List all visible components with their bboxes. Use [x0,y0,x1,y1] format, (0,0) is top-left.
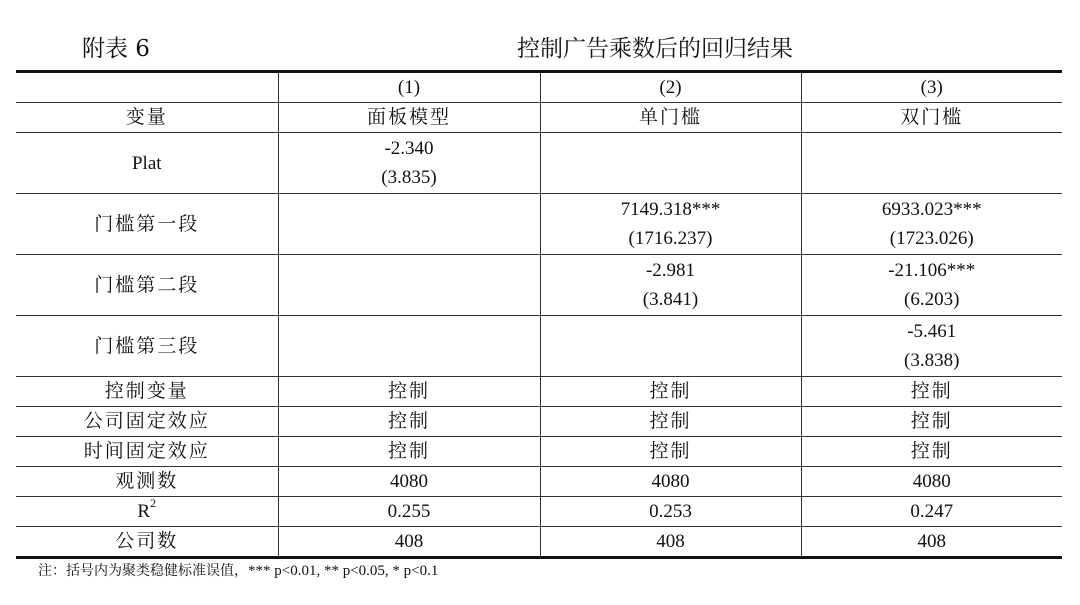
column-number-1: (1) [278,72,540,103]
row-label-firm-count: 公司数 [16,527,278,558]
column-number-row [16,72,1062,103]
table-row [16,133,1062,194]
control-row [16,407,1062,437]
variable-header: 变量 [16,103,278,133]
coef-value: -2.981 [645,260,696,281]
stats-row [16,527,1062,558]
stat-cell: 408 [278,527,540,558]
coef-cell [540,316,801,377]
model-header-double-threshold: 双门槛 [801,103,1062,133]
control-cell: 控制 [278,377,540,407]
model-header-panel: 面板模型 [278,103,540,133]
control-cell: 控制 [278,437,540,467]
stat-cell: 408 [801,527,1062,558]
table-row [16,255,1062,316]
stat-cell: 4080 [278,467,540,497]
row-label-r-squared [16,497,278,527]
control-cell: 控制 [540,377,801,407]
control-cell: 控制 [801,437,1062,467]
table-row [16,316,1062,377]
table-label: 附表 6 [82,36,150,62]
stat-cell: 0.255 [278,497,540,527]
row-label-firm-fixed-effects: 公司固定效应 [16,407,278,437]
coef-value: -2.340 [384,138,434,159]
std-error: (3.835) [381,167,437,188]
stats-row [16,497,1062,527]
stat-cell: 4080 [540,467,801,497]
column-number-blank [16,72,278,103]
coef-cell [801,316,1062,377]
stat-cell: 0.253 [540,497,801,527]
std-error: (1723.026) [889,228,974,249]
std-error: (3.838) [904,350,960,371]
footnote-significance: *** p<0.01, ** p<0.05, * p<0.1 [248,563,439,579]
coef-value: 7149.318*** [620,199,721,220]
control-row [16,437,1062,467]
table-row [16,194,1062,255]
coef-cell [278,133,540,194]
regression-table [16,70,1062,559]
std-error: (3.841) [642,289,699,310]
stat-cell: 0.247 [801,497,1062,527]
control-row [16,377,1062,407]
coef-cell [801,255,1062,316]
row-label-control-variables: 控制变量 [16,377,278,407]
coef-cell [278,316,540,377]
control-cell: 控制 [801,407,1062,437]
model-header-single-threshold: 单门槛 [540,103,801,133]
column-number-3: (3) [801,72,1062,103]
row-label-time-fixed-effects: 时间固定效应 [16,437,278,467]
row-label-threshold-3: 门槛第三段 [16,316,278,377]
footnote-prefix: 注：括号内为聚类稳健标准误值， [38,563,248,579]
coef-value: 6933.023*** [881,199,982,220]
control-cell: 控制 [540,407,801,437]
control-cell: 控制 [278,407,540,437]
row-label-threshold-1: 门槛第一段 [16,194,278,255]
coef-cell [540,255,801,316]
coef-cell [801,133,1062,194]
stats-row [16,467,1062,497]
coef-value: -5.461 [907,321,957,342]
r-squared-superscript: 2 [150,495,157,510]
control-cell: 控制 [801,377,1062,407]
row-label-threshold-2: 门槛第二段 [16,255,278,316]
std-error: (6.203) [904,289,960,310]
coef-value: -21.106*** [888,260,976,281]
model-header-row [16,103,1062,133]
column-number-2: (2) [540,72,801,103]
stat-cell: 4080 [801,467,1062,497]
control-cell: 控制 [540,437,801,467]
coef-cell [278,255,540,316]
row-label-observations: 观测数 [16,467,278,497]
coef-cell [801,194,1062,255]
row-label-plat: Plat [16,133,278,194]
coef-cell [540,194,801,255]
r-squared-base: R [137,501,151,522]
std-error: (1716.237) [628,228,713,249]
coef-cell [540,133,801,194]
coef-cell [278,194,540,255]
table-footnote [38,560,438,582]
table-title: 控制广告乘数后的回归结果 [517,36,793,62]
stat-cell: 408 [540,527,801,558]
